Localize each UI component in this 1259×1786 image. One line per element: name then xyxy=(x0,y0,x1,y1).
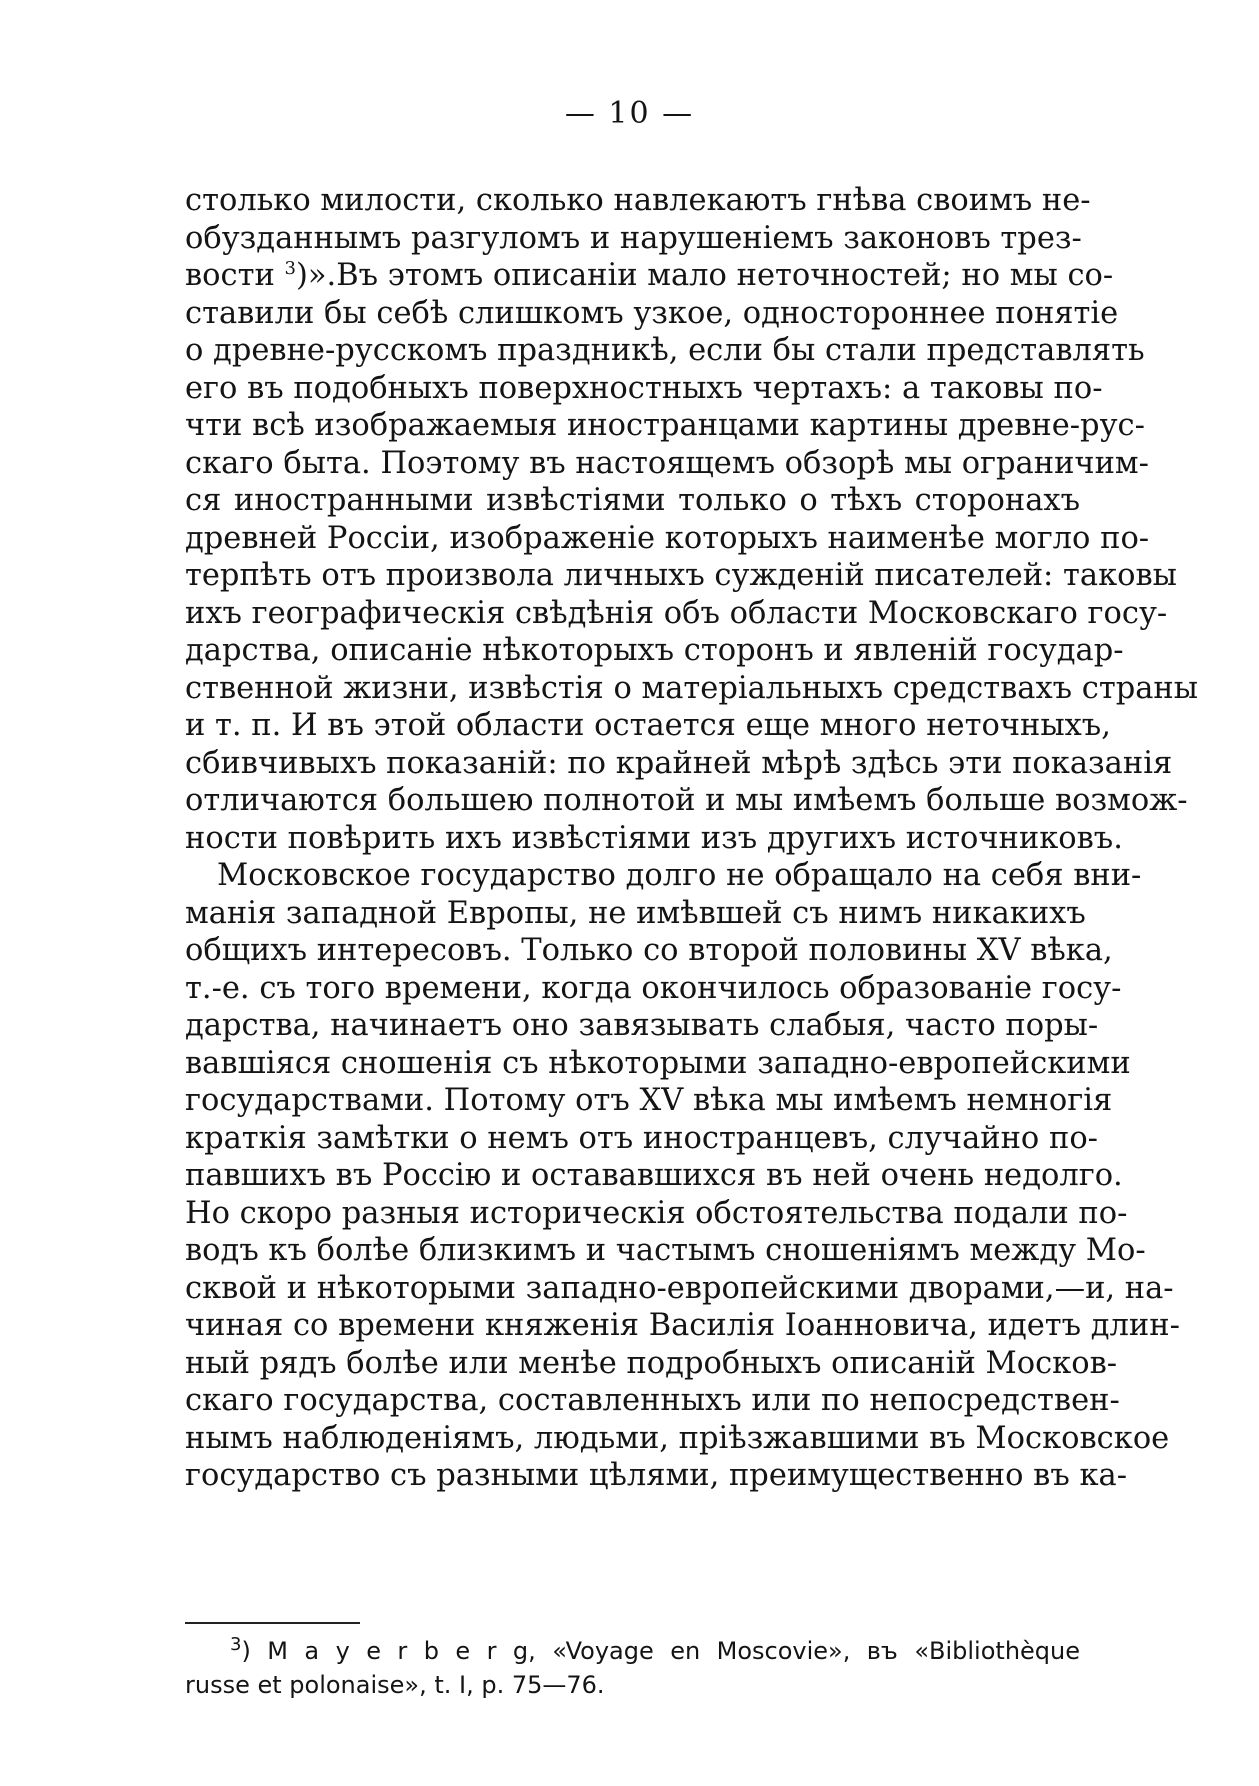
page-number: — 10 — xyxy=(564,96,695,131)
text-line: сбивчивыхъ показанiй: по крайней мѣрѣ здѣсь эти показанiя xyxy=(185,745,1173,781)
text-line: краткiя замѣтки о немъ отъ иностранцевъ, случайно по- xyxy=(185,1120,1098,1156)
text-line: вавшiяся сношенiя съ нѣкоторыми западно-европейскими xyxy=(185,1045,1131,1081)
text-line: ности повѣрить ихъ извѣстiями изъ другихъ источниковъ. xyxy=(185,820,1123,856)
text-line: государство съ разными цѣлями, преимущественно въ ка- xyxy=(185,1458,1128,1493)
text-line: сквой и нѣкоторыми западно-европейскими дворами,—и, на- xyxy=(185,1270,1174,1306)
text-fragment: )».Въ этомъ описанiи мало неточностей; но мы со- xyxy=(295,258,1114,293)
body-text xyxy=(185,182,1199,1495)
paragraph xyxy=(185,857,1180,1495)
text-fragment: вости xyxy=(185,258,285,293)
footnote-line: $^3$) M a y e r b e r g, «Voyage en Moscovie», въ «Bibliothèque xyxy=(230,1634,1081,1665)
text-line: Московское государство долго не обращало на себя вни- xyxy=(217,858,1142,893)
text-line: манiя западной Европы, не имѣвшей съ нимъ никакихъ xyxy=(185,895,1086,931)
text-line: дарства, начинаетъ оно завязывать слабыя, часто поры- xyxy=(185,1008,1099,1043)
paragraph xyxy=(185,182,1199,857)
footnote-author: M a y e r b e r g xyxy=(267,1637,529,1665)
footnote xyxy=(185,1634,1080,1702)
footnote-divider xyxy=(185,1622,360,1624)
text-line: ставили бы себѣ слишкомъ узкое, одностороннее понятiе xyxy=(185,295,1119,331)
text-line: древней Россiи, изображенiе которыхъ наименѣе могло по- xyxy=(185,520,1150,556)
text-line: общихъ интересовъ. Только со второй половины XV вѣка, xyxy=(185,933,1113,968)
text-line xyxy=(185,257,1114,295)
footnote-marker: 3 xyxy=(230,1634,242,1655)
text-line: его въ подобныхъ поверхностныхъ чертахъ: а таковы по- xyxy=(185,370,1103,406)
text-line: столько милости, сколько навлекаютъ гнѣва своимъ не- xyxy=(185,183,1091,218)
text-line: павшихъ въ Россiю и остававшихся въ ней очень недолго. xyxy=(185,1158,1123,1193)
text-line: водъ къ болѣе близкимъ и частымъ сношенiямъ между Мо- xyxy=(185,1233,1146,1268)
text-line: скаго государства, составленныхъ или по непосредствен- xyxy=(185,1383,1120,1418)
text-line: ственной жизни, извѣстiя о матерiальныхъ средствахъ страны xyxy=(185,670,1199,706)
text-line: ихъ географическiя свѣдѣнiя объ области Московскаго госу- xyxy=(185,595,1168,631)
text-line: ный рядъ болѣе или менѣе подробныхъ описанiй Москов- xyxy=(185,1345,1118,1381)
text-line: т.-е. съ того времени, когда окончилось образованiе госу- xyxy=(185,970,1122,1006)
text-line: чти всѣ изображаемыя иностранцами картины древне-рус- xyxy=(185,408,1145,443)
text-line: и т. п. И въ этой области остается еще много неточныхъ, xyxy=(185,708,1111,743)
footnote-reference: 3 xyxy=(284,257,296,279)
text-line: терпѣть отъ произвола личныхъ сужденiй писателей: таковы xyxy=(185,558,1177,593)
text-line: чиная со времени княженiя Василiя Iоанновича, идетъ длин- xyxy=(185,1308,1180,1343)
text-line: нымъ наблюденiямъ, людьми, прiѣзжавшими въ Московское xyxy=(185,1420,1170,1456)
text-fragment: , «Voyage en Moscovie», въ «Bibliothèque xyxy=(528,1637,1081,1665)
text-line: государствами. Потому отъ XV вѣка мы имѣемъ немногiя xyxy=(185,1083,1113,1118)
text-line: отличаются большею полнотой и мы имѣемъ больше возмож- xyxy=(185,783,1188,818)
footnote-line: russe et polonaise», t. I, p. 75—76. xyxy=(185,1671,605,1699)
text-line: о древне-русскомъ праздникѣ, если бы стали представлять xyxy=(185,333,1145,368)
text-line: обузданнымъ разгуломъ и нарушенiемъ законовъ трез- xyxy=(185,220,1082,256)
text-line: ся иностранными извѣстiями только о тѣхъ сторонахъ xyxy=(185,483,1080,518)
text-line: дарства, описанiе нѣкоторыхъ сторонъ и явленiй государ- xyxy=(185,633,1124,668)
text-line: скаго быта. Поэтому въ настоящемъ обзорѣ мы ограничим- xyxy=(185,445,1149,481)
text-line: Но скоро разныя историческiя обстоятельства подали по- xyxy=(185,1195,1128,1231)
